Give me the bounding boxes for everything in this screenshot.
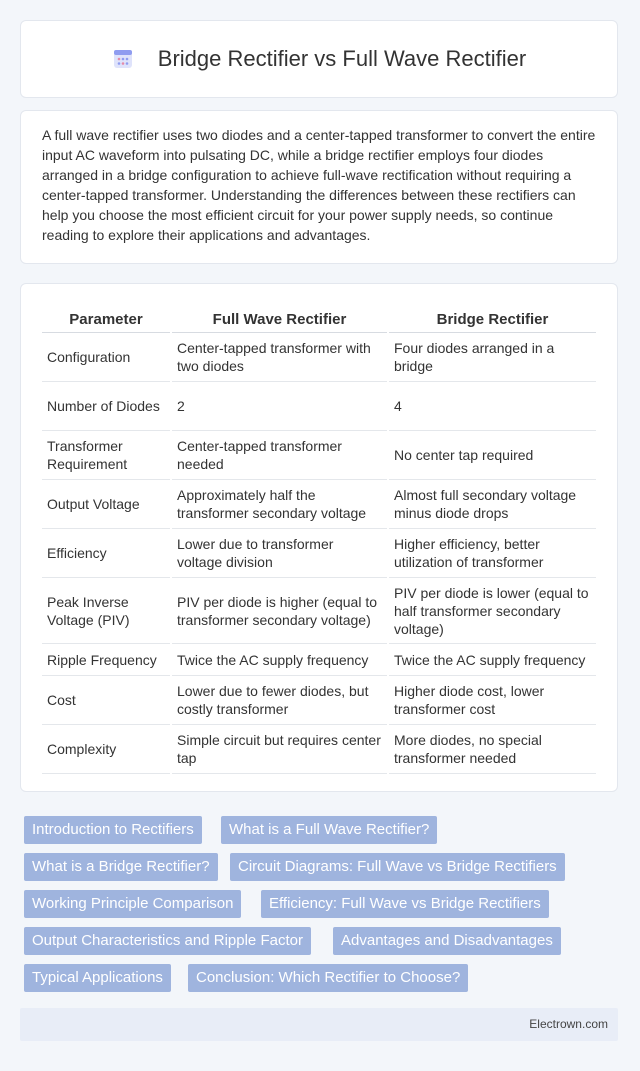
table-cell: Number of Diodes: [42, 382, 171, 431]
footer: [20, 1008, 618, 1041]
table-cell: Simple circuit but requires center tap: [171, 725, 388, 774]
table-cell: PIV per diode is higher (equal to transformer secondary voltage): [171, 578, 388, 644]
tag-output-characteristics[interactable]: Output Characteristics and Ripple Factor: [24, 927, 311, 955]
tag-typical-applications[interactable]: Typical Applications: [24, 964, 171, 992]
table-cell: Cost: [42, 676, 171, 725]
table-row: [42, 725, 597, 774]
footer-site-name[interactable]: Electrown.com: [529, 1017, 608, 1031]
intro-card: [20, 110, 618, 264]
tag-what-is-full-wave-rectifier[interactable]: What is a Full Wave Rectifier?: [221, 816, 437, 844]
table-cell: 4: [388, 382, 597, 431]
table-cell: Approximately half the transformer secondary voltage: [171, 480, 388, 529]
column-header-bridge: Bridge Rectifier: [388, 304, 597, 333]
table-row: [42, 578, 597, 644]
table-cell: More diodes, no special transformer needed: [388, 725, 597, 774]
tag-advantages-disadvantages[interactable]: Advantages and Disadvantages: [333, 927, 561, 955]
intro-paragraph: A full wave rectifier uses two diodes and a center-tapped transformer to convert the entire input AC waveform into pulsating DC, while a bridge rectifier employs four diodes arranged in a bridge configuration to achieve full-wave rectification without requiring a center-tapped transformer. Understanding the differences between these rectifiers can help you choose the most efficient circuit for your power supply needs, so continue reading to explore their applications and advantages.: [42, 127, 596, 243]
table-cell: Almost full secondary voltage minus diode drops: [388, 480, 597, 529]
table-cell: Transformer Requirement: [42, 431, 171, 480]
tag-conclusion[interactable]: Conclusion: Which Rectifier to Choose?: [188, 964, 468, 992]
comparison-table-card: [20, 283, 618, 792]
table-row: [42, 529, 597, 578]
table-cell: Twice the AC supply frequency: [388, 644, 597, 676]
page-title: Bridge Rectifier vs Full Wave Rectifier: [157, 46, 527, 71]
table-cell: No center tap required: [388, 431, 597, 480]
comparison-table: [42, 304, 598, 774]
table-cell: Higher diode cost, lower transformer cost: [388, 676, 597, 725]
table-header-row: [42, 304, 597, 333]
table-cell: Output Voltage: [42, 480, 171, 529]
tag-what-is-bridge-rectifier[interactable]: What is a Bridge Rectifier?: [24, 853, 218, 881]
header-card: [20, 20, 618, 98]
table-cell: 2: [171, 382, 388, 431]
table-cell: Center-tapped transformer with two diodes: [171, 333, 388, 382]
table-cell: Complexity: [42, 725, 171, 774]
column-header-parameter: Parameter: [42, 304, 171, 333]
table-row: [42, 382, 597, 431]
table-cell: Efficiency: [42, 529, 171, 578]
table-row: [42, 676, 597, 725]
table-cell: Four diodes arranged in a bridge: [388, 333, 597, 382]
table-cell: PIV per diode is lower (equal to half transformer secondary voltage): [388, 578, 597, 644]
table-row: [42, 333, 597, 382]
table-row: [42, 480, 597, 529]
table-cell: Center-tapped transformer needed: [171, 431, 388, 480]
tag-efficiency[interactable]: Efficiency: Full Wave vs Bridge Rectifiers: [261, 890, 549, 918]
table-row: [42, 431, 597, 480]
document-icon: [112, 48, 134, 70]
tag-circuit-diagrams[interactable]: Circuit Diagrams: Full Wave vs Bridge Rectifiers: [230, 853, 565, 881]
table-cell: Ripple Frequency: [42, 644, 171, 676]
table-cell: Peak Inverse Voltage (PIV): [42, 578, 171, 644]
table-cell: Lower due to fewer diodes, but costly transformer: [171, 676, 388, 725]
column-header-full-wave: Full Wave Rectifier: [171, 304, 388, 333]
table-cell: Higher efficiency, better utilization of transformer: [388, 529, 597, 578]
table-cell: Twice the AC supply frequency: [171, 644, 388, 676]
tag-introduction-to-rectifiers[interactable]: Introduction to Rectifiers: [24, 816, 202, 844]
table-cell: Lower due to transformer voltage division: [171, 529, 388, 578]
tag-working-principle-comparison[interactable]: Working Principle Comparison: [24, 890, 241, 918]
table-cell: Configuration: [42, 333, 171, 382]
table-row: [42, 644, 597, 676]
